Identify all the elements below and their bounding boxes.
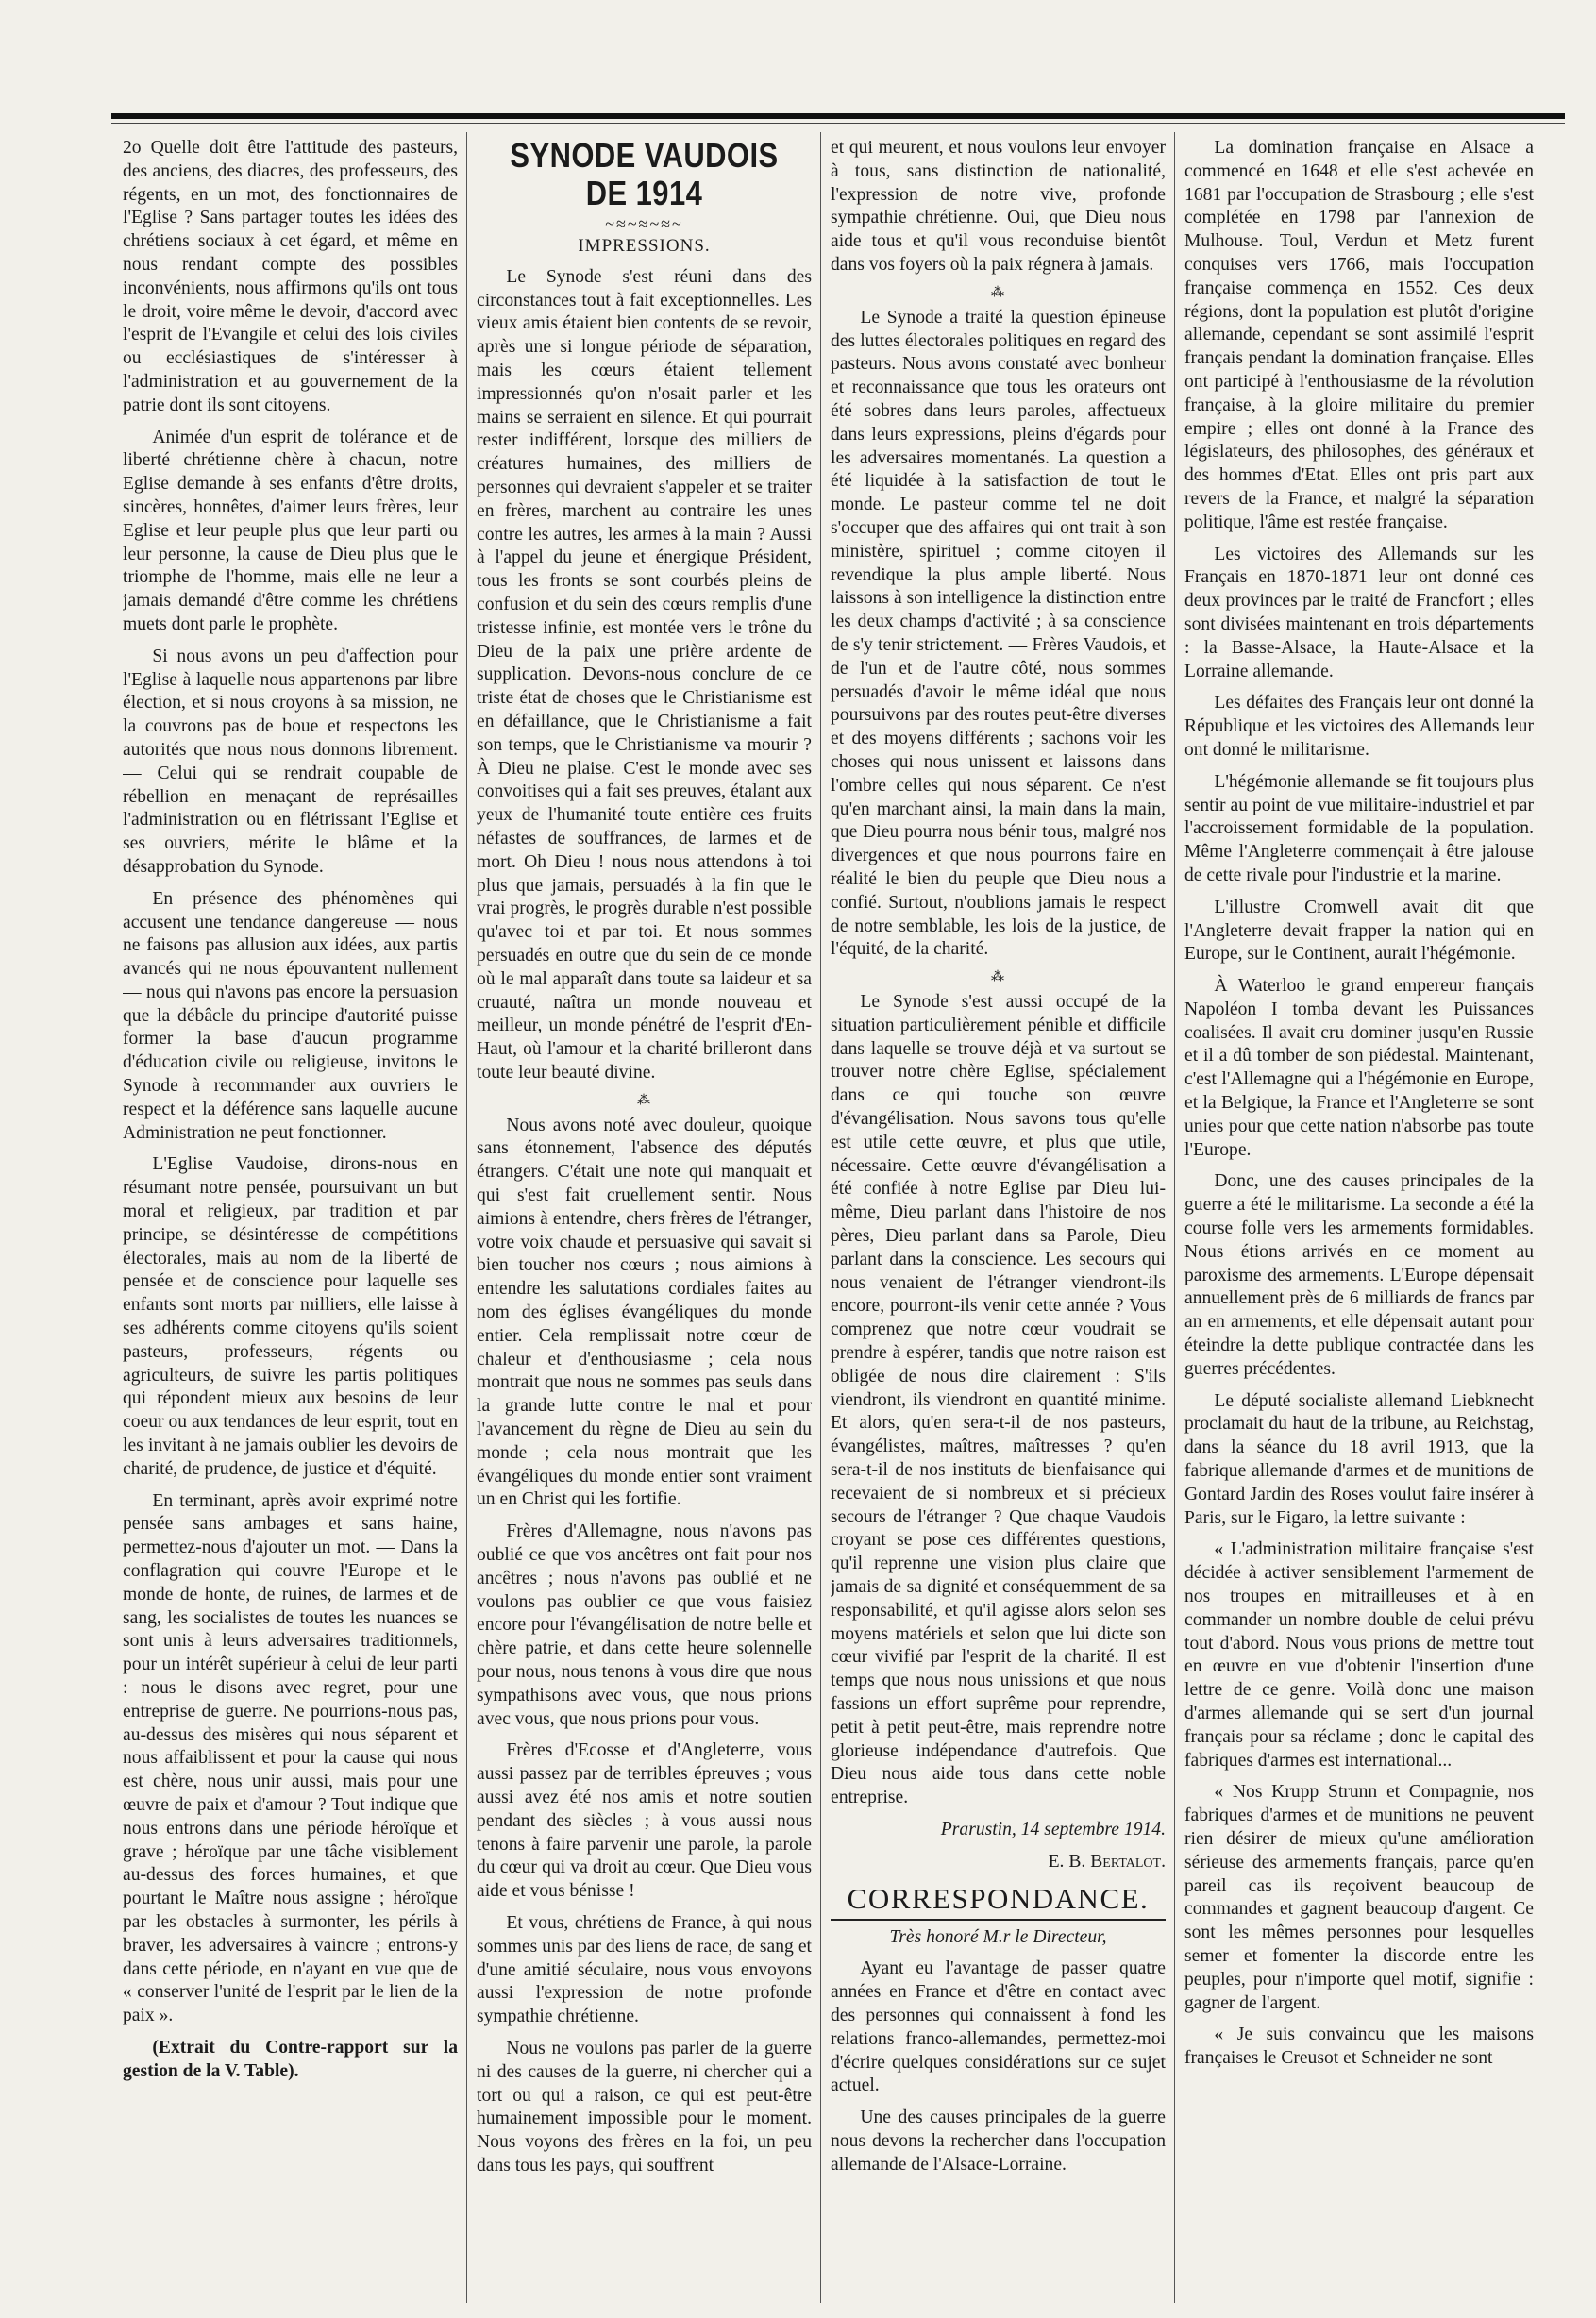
paragraph: « Je suis convaincu que les maisons françaises le Creusot et Schneider ne sont	[1184, 2024, 1534, 2069]
paragraph: L'illustre Cromwell avait dit que l'Angleterre devait frapper la nation qui en Europe, sur le Continent, aurait l'hégémonie.	[1184, 897, 1534, 965]
paragraph: « Nos Krupp Strunn et Compagnie, nos fabriques d'armes et de munitions ne peuvent rien désirer de mieux qu'une amélioration sérieuse des armements français, parce qu'en pareil cas ils reçoivent beaucoup de commandes et gagnent beaucoup d'argent. Ce sont les mêmes personnes pour lesquelles semer et fomenter la discorde entre les peuples, pour n'importe quel motif, signifie : gagner de l'argent.	[1184, 1782, 1534, 2013]
paragraph: Nous avons noté avec douleur, quoique sans étonnement, l'absence des députés étrangers. C'était une note qui manquait et qui s'est fait cruellement sentir. Nous aimions à entendre, chers frères de l'étranger, votre voix chaude et persuasive qui savait si bien toucher nos cœurs ; nous aimions à entendre les salutations cordiales faites au nom des églises évangéliques du monde entier. Cela remplissait notre cœur de chaleur et d'enthousiasme ; cela nous montrait que nous ne sommes pas seuls dans la grande lutte contre le mal et pour l'avancement du règne de Dieu au sein du monde ; cela nous montrait que les évangéliques du monde entier sont vraiment un en Christ qui les fortifie.	[477, 1115, 812, 1510]
column-3	[831, 137, 1166, 2298]
heading-rule	[831, 1919, 1166, 1921]
paragraph: Nous ne voulons pas parler de la guerre ni des causes de la guerre, ni chercher qui a tort ou qui a raison, ce qui est peut-être humainement impossible pour le moment. Nous voyons des frères en la foi, un peu dans tous les pays, qui souffrent	[477, 2038, 812, 2175]
letter-greeting: Très honoré M.r le Directeur,	[889, 1926, 1107, 1947]
paragraph: Une des causes principales de la guerre nous devons la rechercher dans l'occupation allemande de l'Alsace-Lorraine.	[831, 2108, 1166, 2175]
paragraph: « L'administration militaire française s'est décidée à activer sensiblement l'armement de nos troupes en mitrailleuses et à en commander un nombre double de celui prévu tout d'abord. Nous vous prions de mettre tout en œuvre en vue d'obtenir l'insertion d'une lettre de ce genre. Voilà donc une maison d'armes allemande qui se sert d'un journal français pour sa réclame ; donc le capital des fabriques d'armes est international...	[1184, 1539, 1534, 1771]
article-title: SYNODE VAUDOIS DE 1914	[510, 137, 779, 212]
section-separator: ⁂	[991, 285, 1005, 300]
paragraph: Le Synode s'est réuni dans des circonstances tout à fait exceptionnelles. Les vieux amis étaient bien contents de se revoir, après une si longue période de séparation, mais les cœurs étaient tellement impressionnés qu'on n'osait parler et les mains se serraient en silence. Et qui pourrait rester indifférent, lorsque des milliers de créatures humaines, des milliers de personnes qui devraient s'appeler et se traiter en frères, marchent au contraire les unes contre les autres, les armes à la main ? Aussi à l'appel du jeune et énergique Président, tous les fronts se sont courbés pleins de confusion et du sein des cœurs remplis d'une tristesse infinie, est montée vers le trône du Dieu de la paix une prière ardente de supplication. Devons-nous conclure de ce triste état de choses que le Christianisme est en défaillance, que le Christianisme a fait son temps, que le Christianisme va mourir ? À Dieu ne plaise. C'est le monde avec ses convoitises qui a fait ses preuves, étalant aux yeux de l'humanité toute entière ces fruits néfastes de souffrances, de larmes et de mort. Oh Dieu ! nous nous attendons à toi plus que jamais, persuadés à la fin que le vrai progrès, le progrès durable n'est possible qu'avec toi et par toi. Et nous sommes persuadés en outre que du sein de ce monde où le mal apparaît dans toute sa laideur et sa cruauté, naîtra un monde nouveau et meilleur, un monde pénétré de l'esprit d'En-Haut, où l'amour et la charité brilleront dans toute leur beauté divine.	[477, 266, 812, 1083]
column-1	[123, 137, 458, 2298]
paragraph: Le Synode s'est aussi occupé de la situation particulièrement pénible et difficile dans laquelle se trouve déjà et va surtout se trouver notre chère Eglise, spécialement dans ce qui touche son œuvre d'évangélisation. Nous savons tous qu'elle est utile cette œuvre, et plus que utile, nécessaire. Cette œuvre d'évangélisation a été confiée à notre Eglise par Dieu lui-même, Dieu parlant dans l'histoire de nos pères, Dieu parlant dans sa Parole, Dieu parlant dans la conscience. Les secours qui nous venaient de l'étranger viendront-ils encore, pourront-ils venir cette année ? Vous comprenez que notre cœur voudrait se prendre à espérer, tandis que notre raison est obligée de nous dire clairement : S'ils viendront, ils viendront en quantité minime. Et alors, qu'en sera-t-il de nos pasteurs, évangélistes, maîtres, maîtresses ? qu'en sera-t-il de nos instituts de bienfaisance qui recevaient de si nombreux et si précieux secours de l'étranger ? Que chaque Vaudois croyant se pose ces différentes questions, qu'il reprenne une vision plus claire que jamais de sa dignité et conséquemment de sa responsabilité, et qu'il agisse alors selon ses moyens matériels et selon que lui dicte son cœur vivifié par l'esprit de la charité. Il est temps que nous nous unissions et que nous fassions un effort suprême pour reprendre, petit à petit peut-être, mais reprendre notre glorieuse indépendance d'autrefois. Que Dieu nous aide tous dans cette noble entreprise.	[831, 992, 1166, 1808]
paragraph: et qui meurent, et nous voulons leur envoyer à tous, sans distinction de nationalité, l'expression de notre vive, profonde sympathie chrétienne. Oui, que Dieu nous aide tous et qu'il vous reconduise bientôt dans vos foyers où la paix régnera à jamais.	[831, 138, 1166, 275]
paragraph: Frères d'Allemagne, nous n'avons pas oublié ce que vos ancêtres ont fait pour nos ancêtres ; nous n'avons pas oublié et ne voulons pas oublier ce que vous faisiez encore pour l'évangélisation de notre belle et chère patrie, et dans cette heure solennelle pour nous, nous tenons à vous dire que nous sympathisons avec vous, que nous prions avec vous, que nous prions pour vous.	[477, 1521, 812, 1729]
correspondance-heading: CORRESPONDANCE.	[847, 1881, 1150, 1915]
paragraph: Frères d'Ecosse et d'Angleterre, vous aussi passez par de terribles épreuves ; vous aussi avez été nos amis et notre soutien pendant des siècles ; à vous aussi nous tenons à faire parvenir une parole, la parole du cœur qui va droit au cœur. Que Dieu vous aide et vous bénisse !	[477, 1740, 812, 1902]
column-divider	[1174, 132, 1175, 2303]
column-divider	[820, 132, 821, 2303]
paragraph: Donc, une des causes principales de la guerre a été le militarisme. La seconde a été la course folle vers les armements formidables. Nous étions arrivés en ce moment au paroxisme des armements. L'Europe dépensait annuellement près de 6 milliards de francs par an en armements, et elle dépensait autant pour éteindre la dette publique contractée dans les guerres précédentes.	[1184, 1171, 1534, 1379]
extract-note: (Extrait du Contre-rapport sur la gestion de la V. Table).	[123, 2037, 458, 2081]
paragraph: L'Eglise Vaudoise, dirons-nous en résumant notre pensée, poursuivant un but moral et religieux, par tradition et par principe, se désintéresse de compétitions électorales, mais au nom de la liberté de pensée et de conscience pour laquelle ses enfants sont morts par milliers, elle laisse à ses adhérents comme citoyens qu'ils soient pasteurs, professeurs, régents ou agriculteurs, de suivre les partis politiques qui répondent mieux aux besoins de leur coeur ou aux tendances de leur esprit, tout en les invitant à ne jamais oublier les devoirs de charité, de prudence, de justice et d'équité.	[123, 1154, 458, 1479]
column-divider	[466, 132, 467, 2303]
article-subtitle: IMPRESSIONS.	[578, 236, 711, 256]
paragraph: Si nous avons un peu d'affection pour l'Eglise à laquelle nous appartenons par libre élection, et si nous croyons à sa mission, ne la couvrons pas de boue et respectons les autorités que nous nous donnons librement. — Celui qui se rendrait coupable de rébellion en menaçant de représailles l'administration ou en flétrissant l'Eglise et ses ouvriers, mérite le blâme et la désapprobation du Synode.	[123, 646, 458, 877]
column-4	[1184, 137, 1534, 2298]
paragraph: Les victoires des Allemands sur les Français en 1870-1871 leur ont donné ces deux provinces par le traité de Francfort ; elles sont divisées maintenant en trois départements : la Basse-Alsace, la Haute-Alsace et la Lorraine allemande.	[1184, 544, 1534, 681]
paragraph: Le député socialiste allemand Liebknecht proclamait du haut de la tribune, au Reichstag, dans la séance du 18 avril 1913, que la fabrique allemande d'armes et de munitions de Gontard Jardin des Roses voulut faire insérer à Paris, sur le Figaro, la lettre suivante :	[1184, 1390, 1534, 1528]
column-2	[477, 137, 812, 2298]
paragraph: Le Synode a traité la question épineuse des luttes électorales politiques en regard des pasteurs. Nous avons constaté avec bonheur et reconnaissance que tous les orateurs ont été sobres dans leurs paroles, affectueux dans leurs expressions, pleins d'égards pour les adversaires momentanés. La question a été liquidée à la satisfaction de tout le monde. Le pasteur comme tel ne doit s'occuper que des affaires qui ont trait à son ministère, spirituel ; comme citoyen il revendique la plus ample liberté. Nous laissons à son intelligence la distinction entre les deux champs d'activité ; à sa conscience de s'y tenir strictement. — Frères Vaudois, et de l'un et de l'autre côté, nous sommes persuadés d'avoir le même idéal que nous poursuivons par des routes peut-être diverses et des moyens différents ; sachons voir les choses qui nous unissent et laissons dans l'ombre celles qui nous séparent. Ce n'est qu'en marchant ainsi, la main dans la main, que Dieu pourra nous bénir tous, malgré nos divergences et que nous pourrons faire en réalité le bien du peuple que Dieu nous a confié. Surtout, n'oublions jamais le respect de notre semblable, les lois de la justice, de l'équité, de la charité.	[831, 307, 1166, 960]
paragraph: En terminant, après avoir exprimé notre pensée sans ambages et sans haine, permettez-nous d'ajouter un mot. — Dans la conflagration qui couvre l'Europe et le monde de honte, de ruines, de larmes et de sang, les socialistes de toutes les nuances se sont unis à leurs adversaires traditionnels, pour un intérêt supérieur à celui de leur parti : nous le disons avec regret, pour une entreprise de guerre. Ne pourrions-nous pas, au-dessus des misères qui nous séparent et nous affaiblissent et pour la cause qui nous est chère, nous unir aussi, mais pour une œuvre de paix et d'amour ? Tout indique que nous entrons dans une période héroïque et grave ; héroïque par une tâche visiblement au-dessus des forces humaines, et que pourtant le Maître nous assigne ; héroïque par les obstacles à surmonter, les périls à braver, les adversaires à vaincre ; entrons-y dans cette période, en n'ayant en vue que de « conserver l'unité de l'esprit par le lien de la paix ».	[123, 1490, 458, 2026]
page-header-thin-rule	[111, 123, 1565, 124]
title-flourish: ~≈~≈~≈~	[605, 214, 683, 233]
paragraph: En présence des phénomènes qui accusent une tendance dangereuse — nous ne faisons pas allusion aux idées, aux partis avancés qui ne nous épouvantent nullement — nous qui n'avons pas encore la persuasion que la débâcle du principe d'autorité puisse former la base d'aucun programme d'éducation civile ou religieuse, invitons le Synode à recommander aux ouvriers le respect et la déférence sans laquelle aucune Administration ne peut fonctionner.	[123, 888, 458, 1143]
paragraph: À Waterloo le grand empereur français Napoléon I tomba devant les Puissances coalisées. Il avait cru dominer jusqu'en Russie et il a dû tomber de son piédestal. Maintenant, c'est l'Allemagne qui a l'hégémonie en Europe, et la Belgique, la France et l'Angleterre se sont unies pour que cette nation n'absorbe pas toute l'Europe.	[1184, 976, 1534, 1160]
paragraph: Et vous, chrétiens de France, à qui nous sommes unis par des liens de race, de sang et d'une amitié séculaire, nous vous envoyons aussi l'expression de notre profonde sympathie chrétienne.	[477, 1912, 812, 2027]
signature-place-date: Prarustin, 14 septembre 1914.	[940, 1819, 1166, 1839]
signature-name: E. B. Bertalot.	[1048, 1851, 1166, 1872]
section-separator: ⁂	[991, 970, 1005, 985]
section-separator: ⁂	[637, 1093, 651, 1108]
paragraph: 2o Quelle doit être l'attitude des pasteurs, des anciens, des diacres, des professeurs, des régents, en un mot, des fonctionnaires de l'Eglise ? Sans partager toutes les idées des chrétiens sociaux à cet égard, et même en nous rendant compte des possibles inconvénients, nous affirmons qu'ils ont tous le droit, voire même le devoir, d'accord avec l'esprit de l'Evangile et celui des lois civiles ou ecclésiastiques de s'intéresser à l'administration et au gouvernement de la patrie dont ils sont citoyens.	[123, 138, 458, 415]
paragraph: Les défaites des Français leur ont donné la République et les victoires des Allemands leur ont donné le militarisme.	[1184, 693, 1534, 760]
paragraph: La domination française en Alsace a commencé en 1648 et elle s'est achevée en 1681 par l'occupation de Strasbourg ; elle s'est complétée en 1798 par l'annexion de Mulhouse. Toul, Verdun et Metz furent conquises vers 1766, mais l'occupation française commença en 1552. Ces deux régions, dont la population est plutôt d'origine allemande, cependant se sont assimilé l'esprit français pendant la domination française. Elles ont participé à l'enthousiasme de la révolution française, à la gloire militaire du premier empire ; elles ont donné à la France des législateurs, des philosophes, des généraux et des hommes d'Etat. Elles ont pris part aux revers de la France, et malgré la séparation politique, l'âme est restée française.	[1184, 138, 1534, 532]
paragraph: L'hégémonie allemande se fit toujours plus sentir au point de vue militaire-industriel et par l'accroissement formidable de la population. Même l'Angleterre commençait à être jalouse de cette rivale pour l'industrie et la marine.	[1184, 771, 1534, 885]
page-header-rule	[111, 113, 1565, 119]
paragraph: Ayant eu l'avantage de passer quatre années en France et d'être en contact avec des personnes qui connaissent à fond les relations franco-allemandes, permettez-moi d'écrire quelques considérations sur ce sujet actuel.	[831, 1958, 1166, 2096]
paragraph: Animée d'un esprit de tolérance et de liberté chrétienne chère à chacun, notre Eglise demande à ses enfants d'être droits, sincères, honnêtes, d'aimer leurs frères, leur Eglise et leur peuple plus que leur parti ou leur personne, la cause de Dieu plus que le triomphe de l'homme, mais elle ne leur a jamais demandé d'être comme les chrétiens muets dont parle le prophète.	[123, 427, 458, 634]
